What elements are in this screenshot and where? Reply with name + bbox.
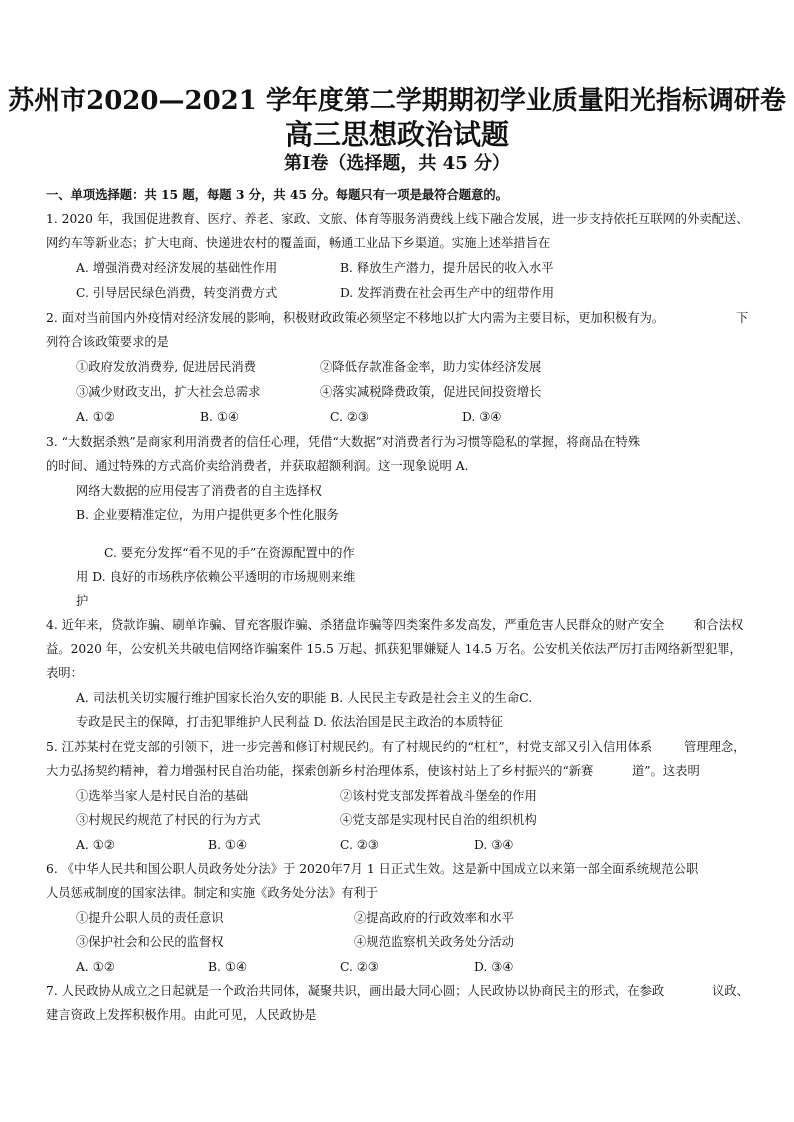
q4-stem-line1-tail: 和合法权 [694, 618, 744, 632]
q3-stem-line2: 的时间、通过特殊的方式高价卖给消费者，并获取超额利润。这一现象说明 A. [46, 459, 469, 473]
q1-option-b: B. 释放生产潜力，提升居民的收入水平 [340, 261, 554, 275]
q5-stem-line2: 大力弘扬契约精神，着力增强村民自治功能，探索创新乡村治理体系，使该村站上了乡村振兴的“新赛 [46, 764, 594, 778]
q2-stem-line1-tail: 下 [736, 311, 749, 325]
q4-stem-line2: 益。2020 年，公安机关共破电信网络诈骗案件 15.5 万起、抓获犯罪嫌疑人 14.5 万名。公安机关依法严厉打击网络新型犯罪， [46, 642, 742, 656]
q2-stem-line1: 2. 面对当前国内外疫情对经济发展的影响，积极财政政策必须坚定不移地以扩大内需为主要目标，更加积极有为。 [46, 311, 665, 325]
q3-option-b: B. 企业要精准定位，为用户提供更多个性化服务 [76, 508, 339, 522]
q5-option-c: C. ②③ [340, 838, 379, 852]
q7-stem-line2: 建言资政上发挥积极作用。由此可见，人民政协是 [46, 1008, 317, 1022]
q6-option-d: D. ③④ [474, 960, 514, 974]
q5-stem-line1-tail: 管理理念， [684, 740, 746, 754]
q4-options-ab: A. 司法机关切实履行维护国家长治久安的职能 B. 人民民主专政是社会主义的生命C. [76, 691, 533, 705]
q6-option-a: A. ①② [76, 960, 115, 974]
q2-statement-4: ④落实减税降费政策，促进民间投资增长 [320, 385, 542, 399]
q5-option-a: A. ①② [76, 838, 115, 852]
section-heading: 一、单项选择题：共 15 题，每题 3 分，共 45 分。每题只有一项是最符合题意的。 [46, 187, 508, 202]
q6-statement-4: ④规范监察机关政务处分活动 [354, 935, 514, 949]
q6-stem-line2: 人员惩戒制度的国家法律。制定和实施《政务处分法》有利于 [46, 886, 379, 900]
q1-stem-line1: 1. 2020 年，我国促进教育、医疗、养老、家政、文旅、体育等服务消费线上线下融合发展，进一步支持依托互联网的外卖配送、 [46, 212, 749, 226]
q3-option-c: C. 要充分发挥“看不见的手”在资源配置中的作 [104, 546, 355, 560]
q2-stem-line2: 列符合该政策要求的是 [46, 335, 169, 349]
q6-option-c: C. ②③ [340, 960, 379, 974]
q6-statement-2: ②提高政府的行政效率和水平 [354, 911, 514, 925]
q1-option-c: C. 引导居民绿色消费，转变消费方式 [76, 286, 278, 300]
q2-option-b: B. ①④ [200, 410, 239, 424]
q4-options-cd: 专政是民主的保障，打击犯罪维护人民利益 D. 依法治国是民主政治的本质特征 [76, 715, 503, 729]
q5-option-b: B. ①④ [208, 838, 247, 852]
q3-stem-line1: 3. “大数据杀熟”是商家利用消费者的信任心理，凭借“大数据”对消费者行为习惯等隐私的掌握，将商品在特殊 [46, 435, 641, 449]
section-part-title: 第Ⅰ卷（选择题，共 45 分） [283, 153, 510, 174]
q2-option-c: C. ②③ [330, 410, 369, 424]
exam-subject-title: 高三思想政治试题 [284, 118, 509, 151]
q5-statement-4: ④党支部是实现村民自治的组织机构 [340, 813, 537, 827]
q5-stem-line2-tail: 道”。这表明 [632, 764, 700, 778]
q3-option-c-d: 用 D. 良好的市场秩序依赖公平透明的市场规则来维 [76, 570, 356, 584]
q4-stem-line1: 4. 近年来，贷款诈骗、刷单诈骗、冒充客服诈骗、杀猪盘诈骗等四类案件多发高发，严重危害人民群众的财产安全 [46, 618, 665, 632]
q1-option-d: D. 发挥消费在社会再生产中的纽带作用 [340, 286, 554, 300]
q6-option-b: B. ①④ [208, 960, 247, 974]
q2-option-d: D. ③④ [462, 410, 502, 424]
q6-statement-3: ③保护社会和公民的监督权 [76, 935, 224, 949]
exam-title: 苏州市2020—2021 学年度第二学期期初学业质量阳光指标调研卷 [8, 86, 786, 116]
q2-statement-2: ②降低存款准备金率，助力实体经济发展 [320, 360, 542, 374]
q6-stem-line1: 6. 《中华人民共和国公职人员政务处分法》于 2020年7月 1 日正式生效。这是新中国成立以来第一部全面系统规范公职 [46, 862, 699, 876]
q5-option-d: D. ③④ [474, 838, 514, 852]
q5-statement-2: ②该村党支部发挥着战斗堡垒的作用 [340, 789, 537, 803]
q7-stem-line1-tail: 议政、 [712, 984, 749, 998]
q2-statement-3: ③减少财政支出，扩大社会总需求 [76, 385, 261, 399]
q5-statement-3: ③村规民约规范了村民的行为方式 [76, 813, 261, 827]
q7-stem-line1: 7. 人民政协从成立之日起就是一个政治共同体，凝聚共识，画出最大同心圆；人民政协以协商民主的形式，在参政 [46, 984, 665, 998]
q5-statement-1: ①选举当家人是村民自治的基础 [76, 789, 249, 803]
q2-option-a: A. ①② [76, 410, 115, 424]
q4-stem-line3: 表明： [46, 666, 83, 680]
q2-statement-1: ①政府发放消费券, 促进居民消费 [76, 360, 256, 374]
q5-stem-line1: 5. 江苏某村在党支部的引领下，进一步完善和修订村规民约。有了村规民约的“杠杠”，村党支部又引入信用体系 [46, 740, 653, 754]
q3-option-a-text: 网络大数据的应用侵害了消费者的自主选择权 [76, 484, 322, 498]
q1-option-a: A. 增强消费对经济发展的基础性作用 [76, 261, 278, 275]
q6-statement-1: ①提升公职人员的责任意识 [76, 911, 224, 925]
q3-option-d-tail: 护 [76, 594, 89, 608]
q1-stem-line2: 网约车等新业态；扩大电商、快递进农村的覆盖面，畅通工业品下乡渠道。实施上述举措旨在 [46, 236, 551, 250]
